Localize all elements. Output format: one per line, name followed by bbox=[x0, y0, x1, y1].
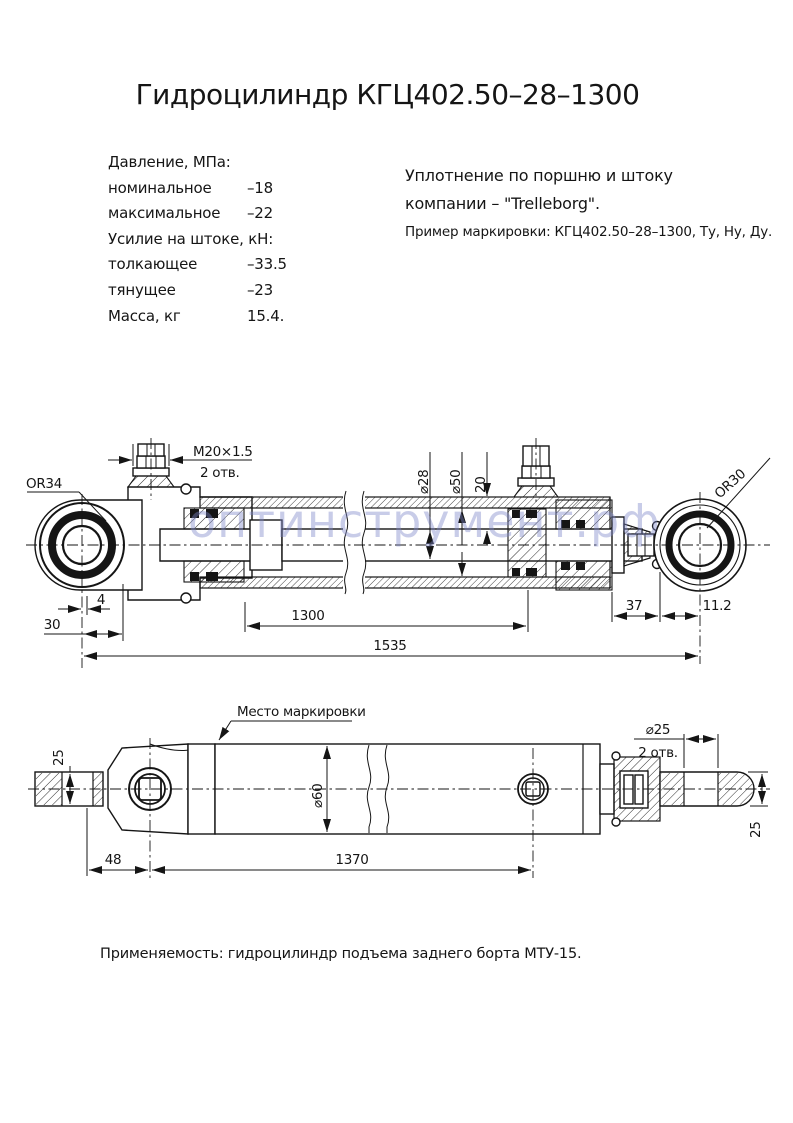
side-view bbox=[0, 690, 793, 890]
spec-label: Давление, МПа: bbox=[108, 153, 231, 171]
application-note: Применяемость: гидроцилиндр подъема заднего борта МТУ-15. bbox=[100, 946, 582, 962]
dim-d25-qty: 2 отв. bbox=[638, 745, 678, 761]
dim-30: 30 bbox=[43, 617, 61, 633]
spec-label: тянущее bbox=[108, 280, 176, 299]
sealing-note bbox=[405, 162, 772, 246]
spec-value: –33.5 bbox=[247, 255, 287, 274]
spec-value: 15.4. bbox=[247, 306, 285, 325]
dim-4: 4 bbox=[96, 592, 106, 608]
label-marking: Место маркировки bbox=[237, 704, 366, 720]
spec-row bbox=[108, 153, 287, 179]
dim-thread: M20×1.5 bbox=[193, 444, 253, 460]
sealing-line1: Уплотнение по поршню и штоку bbox=[405, 166, 673, 185]
spec-label: Масса, кг bbox=[108, 306, 181, 325]
spec-row bbox=[108, 230, 287, 256]
spec-value: –18 bbox=[247, 178, 273, 197]
spec-row bbox=[108, 307, 287, 333]
spec-label: максимальное bbox=[108, 204, 221, 223]
sealing-line2: компании – "Trelleborg". bbox=[405, 194, 600, 213]
dim-48: 48 bbox=[104, 852, 122, 868]
spec-value: –23 bbox=[247, 280, 273, 299]
spec-row bbox=[108, 255, 287, 281]
spec-row bbox=[108, 179, 287, 205]
label-or30: OR30 bbox=[711, 466, 750, 503]
spec-value: –22 bbox=[247, 204, 273, 223]
spec-row bbox=[108, 204, 287, 230]
dim-1370: 1370 bbox=[335, 852, 369, 868]
dim-1300: 1300 bbox=[291, 608, 325, 624]
spec-table bbox=[108, 153, 287, 332]
dim-d50: ⌀50 bbox=[448, 469, 464, 494]
dim-thread-holes: 2 отв. bbox=[200, 465, 240, 481]
break-lines bbox=[343, 490, 366, 595]
spec-row bbox=[108, 281, 287, 307]
spec-label: толкающее bbox=[108, 255, 198, 274]
marking-example: Пример маркировки: КГЦ402.50–28–1300, Ту, Ну, Ду. bbox=[405, 224, 773, 240]
dim-d28: ⌀28 bbox=[416, 469, 432, 494]
main-section-view bbox=[0, 425, 793, 675]
watermark: оптинструмент.рф bbox=[188, 494, 661, 548]
label-or34: OR34 bbox=[26, 476, 62, 492]
spec-label: номинальное bbox=[108, 178, 212, 197]
dim-37: 37 bbox=[625, 598, 643, 614]
dim-25-left: 25 bbox=[51, 749, 67, 766]
dim-d25: ⌀25 bbox=[645, 722, 671, 738]
dim-11-2: 11.2 bbox=[702, 598, 732, 614]
page-title: Гидроцилиндр КГЦ402.50–28–1300 bbox=[135, 78, 640, 111]
dim-25-right: 25 bbox=[748, 821, 764, 838]
dim-1535: 1535 bbox=[373, 638, 407, 654]
dim-d60: ⌀60 bbox=[310, 783, 326, 808]
dim-20: 20 bbox=[473, 476, 489, 493]
piston bbox=[508, 509, 546, 577]
spec-label: Усилие на штоке, кН: bbox=[108, 229, 274, 248]
